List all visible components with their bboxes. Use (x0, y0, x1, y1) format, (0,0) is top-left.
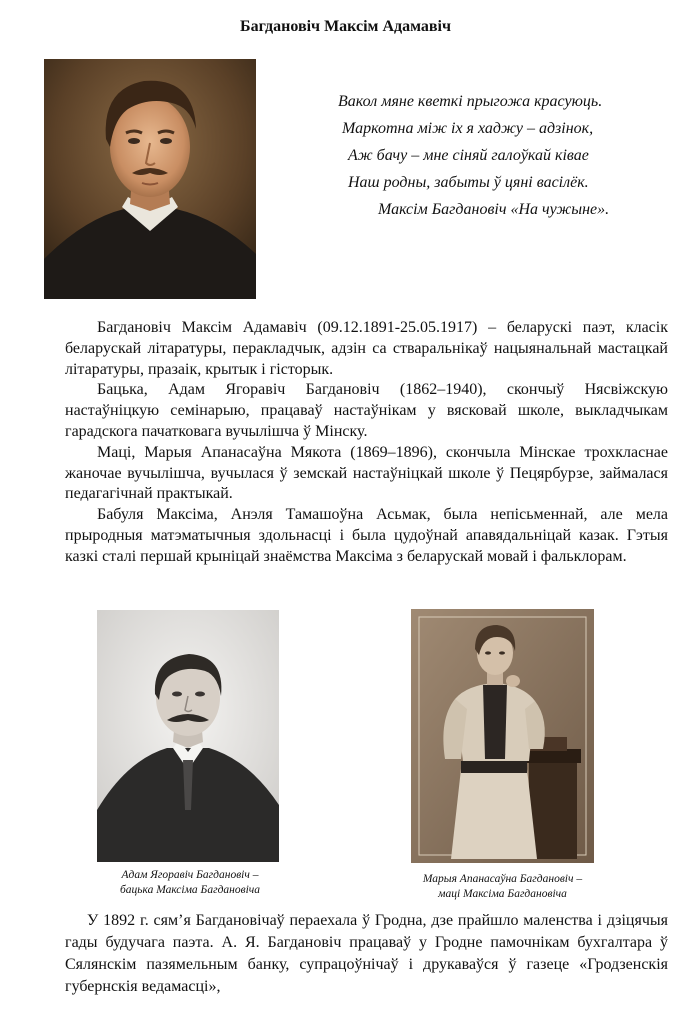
bio-paragraph: Маці, Марыя Апанасаўна Мякота (1869–1896), скончыла Мінскае трохкласнае жаночае вучылішча, вучылася ў земскай настаўніцкай школе ў Пецярбурзе, займалася педагагічнай практыкай. (65, 443, 668, 503)
poem-line: Аж бачу – мне сіняй галоўкай ківае (348, 147, 589, 164)
poem-attribution: Максім Багдановіч «На чужыне». (378, 201, 610, 218)
photo-mother (411, 609, 594, 863)
portrait-maksim (44, 59, 256, 299)
biography-text (65, 318, 668, 568)
bio-paragraph: У 1892 г. сям’я Багдановічаў пераехала ў Гродна, дзе прайшло маленства і дзіцячыя гады будучага паэта. А. Я. Багдановіч працаваў у Гродне памочнікам бухгалтара ў Сялянскім пазямельным банку, супрацоўнічаў і друкаваўся ў газеце «Гродзенскія губернскія ведамасці», (65, 912, 668, 995)
caption-mother (390, 872, 615, 902)
caption-line: Адам Ягоравіч Багдановіч – (121, 869, 259, 881)
poem-line: Наш родны, забыты ў цяні васілёк. (348, 174, 589, 191)
bio-paragraph: Бабуля Максіма, Анэля Тамашоўна Асьмак, была непісьменнай, але мела прыродныя матэматычныя здольнасці і была цудоўнай апавядальніцай казак. Гэтыя казкі сталі першай крыніцай знаёмства Максіма з беларускай мовай і фальклорам. (65, 506, 668, 565)
poem-epigraph (300, 88, 660, 223)
caption-line: Марыя Апанасаўна Багдановіч – (422, 873, 583, 885)
caption-father (80, 868, 300, 898)
bio-paragraph: Багдановіч Максім Адамавіч (09.12.1891-25.05.1917) – беларускі паэт, класік беларускай літаратуры, перакладчык, адзін са стваральнікаў нацыянальнай мастацкай літаратуры, празаік, крытык і гісторык. (65, 319, 668, 378)
page-title: Багдановіч Максім Адамавіч (240, 18, 451, 35)
caption-line: маці Максіма Багдановіча (438, 888, 567, 900)
caption-line: бацька Максіма Багдановіча (119, 884, 261, 896)
biography-continued (65, 910, 668, 998)
poem-line: Маркотна між іх я хаджу – адзінок, (342, 120, 594, 137)
photo-father (97, 610, 279, 862)
poem-line: Вакол мяне кветкі прыгожа красуюць. (338, 93, 603, 110)
bio-paragraph: Бацька, Адам Ягоравіч Багдановіч (1862–1940), скончыў Нясвіжскую настаўніцкую семінарыю, працаваў настаўнікам у вясковай школе, выкладчыкам гарадскога пачатковага вучылішча ў Мінску. (65, 381, 668, 440)
